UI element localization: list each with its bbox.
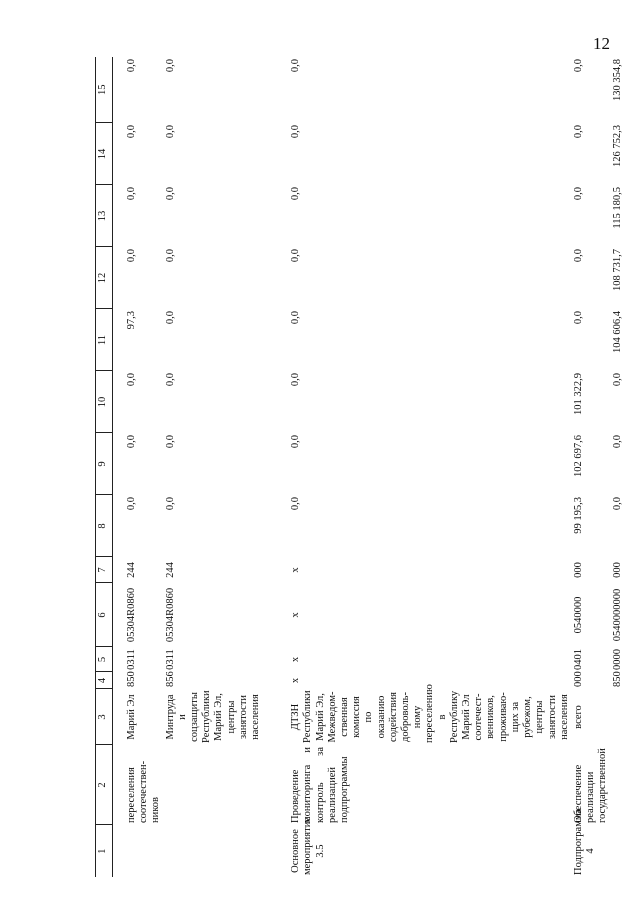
cell-col1 <box>611 825 625 877</box>
table-body <box>125 57 625 877</box>
cell-value-15: 0,0 <box>126 59 137 73</box>
cell-value-10: 0,0 <box>164 373 176 387</box>
cell-value-15: 0,0 <box>290 59 302 73</box>
table-row <box>125 57 164 877</box>
cell-value-13: 115 180,5 <box>611 187 623 229</box>
cell-value-11: 97,3 <box>126 311 137 330</box>
cell-col7: 000 <box>572 562 584 578</box>
cell-value-11: 0,0 <box>164 311 176 325</box>
cell-col2: Проведение мониторинга и контроль за реализацией подпрограммы <box>290 747 351 823</box>
cell-col6: 05304R0860 <box>126 587 137 643</box>
cell-col6: 05304R0860 <box>164 587 176 643</box>
table-row <box>289 57 572 877</box>
cell-col5: 0000 <box>611 649 623 670</box>
cell-col2: переселения соотечествен-ников <box>126 760 162 823</box>
cell-value-8: 0,0 <box>611 497 623 511</box>
cell-value-10: 101 322,9 <box>572 373 584 415</box>
header-cell-12: 12 <box>96 247 113 309</box>
cell-value-13: 0,0 <box>572 187 584 201</box>
cell-col2 <box>611 745 625 825</box>
cell-col1: Основное мероприятие 3.5 <box>290 817 326 875</box>
header-cell-8: 8 <box>96 495 113 557</box>
cell-value-14: 0,0 <box>572 125 584 139</box>
cell-col5: 0311 <box>164 649 176 670</box>
cell-value-13: 0,0 <box>290 187 302 201</box>
cell-value-8: 99 195,3 <box>572 497 584 534</box>
cell-col7: 244 <box>126 562 137 578</box>
header-cell-3: 3 <box>96 689 113 745</box>
header-cell-5: 5 <box>96 647 113 672</box>
header-cell-9: 9 <box>96 433 113 495</box>
cell-col7: 244 <box>164 562 176 578</box>
cell-value-14: 126 752,3 <box>611 125 623 167</box>
cell-col1 <box>125 825 164 877</box>
cell-value-8: 0,0 <box>164 497 176 511</box>
header-cell-2: 2 <box>96 745 113 825</box>
header-cell-4: 4 <box>96 672 113 689</box>
cell-col4: 000 <box>572 671 584 687</box>
cell-col5: 0311 <box>126 649 137 670</box>
cell-value-8: 0,0 <box>290 497 302 511</box>
cell-value-14: 0,0 <box>164 125 176 139</box>
cell-value-10: 0,0 <box>126 373 137 387</box>
cell-value-15: 130 354,8 <box>611 59 623 101</box>
cell-col2 <box>164 745 264 825</box>
budget-table <box>95 57 625 877</box>
cell-col6: x <box>290 612 302 618</box>
cell-value-12: 108 731,7 <box>611 249 623 291</box>
cell-col7: 000 <box>611 562 623 578</box>
cell-value-9: 0,0 <box>164 435 176 449</box>
cell-value-13: 0,0 <box>164 187 176 201</box>
cell-col7: x <box>290 567 302 573</box>
table-row <box>611 57 625 877</box>
cell-col6: 0540000000 <box>611 588 623 642</box>
cell-value-12: 0,0 <box>290 249 302 263</box>
cell-value-11: 104 606,4 <box>611 311 623 353</box>
cell-col4: 850 <box>126 671 137 687</box>
cell-col5: x <box>290 656 302 663</box>
cell-value-11: 0,0 <box>290 311 302 325</box>
cell-value-14: 0,0 <box>126 125 137 139</box>
cell-col5: 0401 <box>572 649 584 670</box>
cell-col3: ДТЗН Республики Марий Эл, Межведом-ственная комиссия по оказанию содействия доброволь-ному переселению в Республику Марий Эл соотечест-венников, проживаю-щих за рубежом, центры занятости населения <box>290 684 570 743</box>
cell-col4: 850 <box>611 671 623 687</box>
cell-col3: Минтруда и соцзащиты Республики Марий Эл, центры занятости населения <box>164 690 262 743</box>
cell-col6: 0540000 <box>572 596 584 634</box>
header-cell-1: 1 <box>96 825 113 877</box>
cell-col4: x <box>290 677 302 684</box>
cell-value-10: 0,0 <box>290 373 302 387</box>
header-cell-7: 7 <box>96 557 113 583</box>
table-row <box>572 57 611 877</box>
header-row <box>96 57 113 877</box>
cell-col1: Подпрограмма 4 <box>572 808 597 875</box>
header-cell-10: 10 <box>96 371 113 433</box>
cell-col1 <box>164 825 264 877</box>
cell-value-10: 0,0 <box>611 373 623 387</box>
cell-value-12: 0,0 <box>126 249 137 263</box>
page-number: 12 <box>593 34 610 53</box>
table-row <box>164 57 264 877</box>
cell-value-8: 0,0 <box>126 497 137 511</box>
cell-value-9: 0,0 <box>611 435 623 449</box>
header-cell-11: 11 <box>96 309 113 371</box>
cell-col3: всего <box>572 705 584 729</box>
cell-value-12: 0,0 <box>164 249 176 263</box>
header-cell-13: 13 <box>96 185 113 247</box>
cell-value-9: 0,0 <box>126 435 137 449</box>
cell-col3: Марий Эл <box>126 694 137 740</box>
cell-value-11: 0,0 <box>572 311 584 325</box>
cell-value-9: 102 697,6 <box>572 435 584 477</box>
cell-col2: Обеспечение реализации государственной <box>572 748 609 823</box>
cell-value-12: 0,0 <box>572 249 584 263</box>
cell-col3 <box>611 689 625 745</box>
cell-col4: 856 <box>164 671 176 687</box>
header-cell-15: 15 <box>96 57 113 123</box>
cell-value-9: 0,0 <box>290 435 302 449</box>
header-cell-14: 14 <box>96 123 113 185</box>
cell-value-15: 0,0 <box>572 59 584 73</box>
cell-value-15: 0,0 <box>164 59 176 73</box>
header-cell-6: 6 <box>96 583 113 647</box>
cell-value-14: 0,0 <box>290 125 302 139</box>
cell-value-13: 0,0 <box>126 187 137 201</box>
